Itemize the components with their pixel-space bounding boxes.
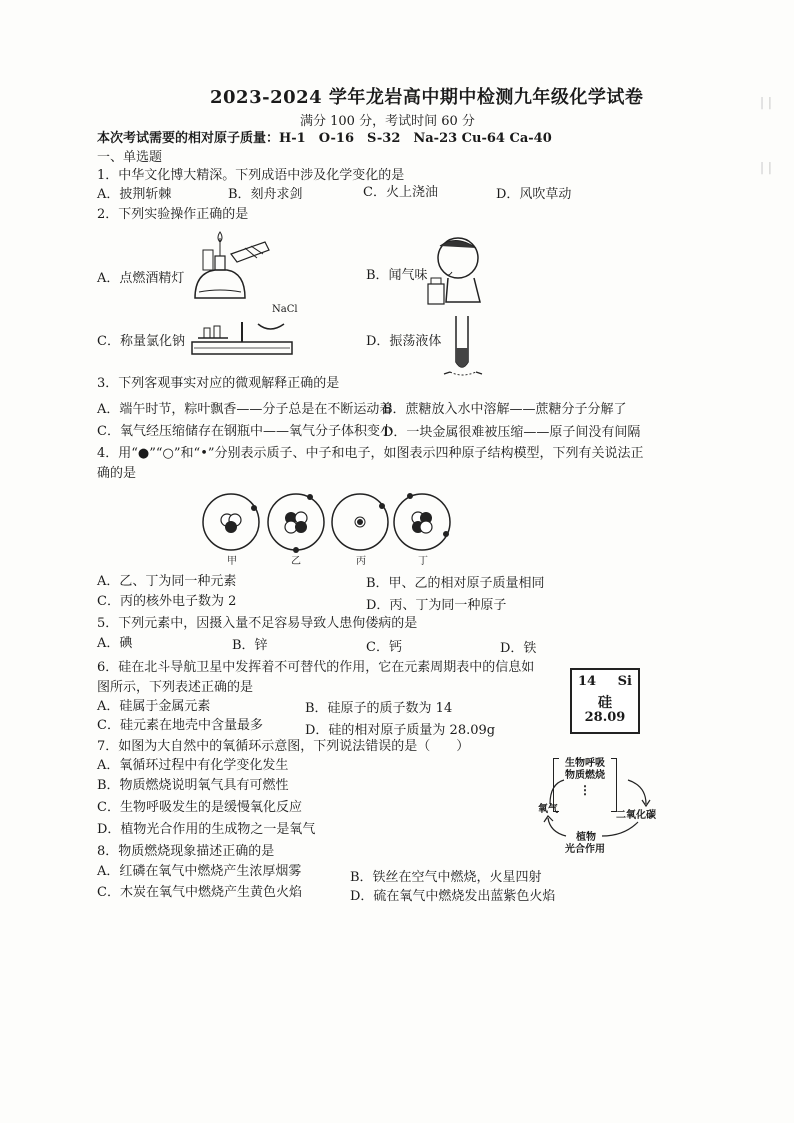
q4-stem-line1: 4．用“●”“○”和“•”分别表示质子、中子和电子，如图表示四种原子结构模型，下列有关说法正 (97, 446, 644, 461)
q8-stem: 8．物质燃烧现象描述正确的是 (97, 844, 275, 859)
q8-option-c: C．木炭在氧气中燃烧产生黄色火焰 (97, 885, 302, 900)
cycle-oxygen-label: 氧气 (538, 804, 558, 815)
cycle-co2-label: 二氧化碳 (616, 810, 656, 821)
atom-model-bing (332, 494, 388, 550)
bleed-through-text: | | (760, 95, 772, 109)
q3-option-a: A．端午时节，粽叶飘香——分子总是在不断运动着 (97, 402, 393, 417)
q6-stem-line2: 图所示，下列表述正确的是 (97, 680, 254, 695)
q3-stem: 3．下列客观事实对应的微观解释正确的是 (97, 376, 340, 391)
exam-subtitle: 满分 100 分，考试时间 60 分 (300, 114, 475, 129)
q3-option-d: D．一块金属很难被压缩——原子间没有间隔 (383, 425, 641, 440)
q2-option-b: B．闻气味 (366, 268, 428, 283)
q1-option-c: C．火上浇油 (363, 185, 438, 200)
q2-option-d: D．振荡液体 (366, 334, 442, 349)
q5-option-b: B．锌 (232, 638, 268, 653)
q4-option-a: A．乙、丁为同一种元素 (97, 574, 237, 589)
q6-option-b: B．硅原子的质子数为 14 (305, 701, 453, 716)
atom-label-jia: 甲 (227, 556, 237, 567)
cycle-plant-label: 植物 (576, 832, 596, 843)
atomic-masses: 本次考试需要的相对原子质量：H-1 O-16 S-32 Na-23 Cu-64 Ca-40 (97, 131, 552, 146)
cycle-combustion: 物质燃烧 (565, 770, 605, 781)
q7-option-d: D．植物光合作用的生成物之一是氧气 (97, 822, 316, 837)
alcohol-lamp-illustration (185, 228, 275, 306)
atom-model-ding (394, 493, 450, 550)
q5-option-d: D．铁 (500, 641, 537, 656)
element-name: 硅 (598, 695, 612, 711)
q5-stem: 5．下列元素中，因摄入量不足容易导致人患佝偻病的是 (97, 616, 418, 631)
q3-option-b: B．蔗糖放入水中溶解——蔗糖分子分解了 (383, 402, 627, 417)
element-number: 14 (578, 674, 597, 689)
q3-option-c: C．氧气经压缩储存在钢瓶中——氧气分子体积变小 (97, 424, 393, 439)
atom-label-ding: 丁 (418, 556, 428, 567)
atom-model-jia (203, 494, 259, 550)
q7-option-c: C．生物呼吸发生的是缓慢氧化反应 (97, 800, 302, 815)
q8-option-d: D．硫在氧气中燃烧发出蓝紫色火焰 (350, 889, 556, 904)
q2-stem: 2．下列实验操作正确的是 (97, 207, 249, 222)
atom-models-figure (200, 492, 460, 560)
q4-option-c: C．丙的核外电子数为 2 (97, 594, 237, 609)
cycle-consumers-box (553, 758, 617, 812)
q7-option-a: A．氧循环过程中有化学变化发生 (97, 758, 289, 773)
smelling-illustration (418, 232, 488, 310)
q1-option-d: D．风吹草动 (496, 187, 572, 202)
section-heading: 一、单选题 (97, 150, 163, 165)
q1-option-a: A．披荆斩棘 (97, 187, 172, 202)
cycle-photosynthesis-label: 光合作用 (565, 844, 605, 855)
atom-label-yi: 乙 (291, 556, 301, 567)
q8-option-b: B．铁丝在空气中燃烧，火星四射 (350, 870, 542, 885)
q6-stem-line1: 6．硅在北斗导航卫星中发挥着不可替代的作用，它在元素周期表中的信息如 (97, 660, 535, 675)
q4-option-d: D．丙、丁为同一种原子 (366, 598, 507, 613)
cycle-dots: ⋮ (579, 783, 591, 797)
q7-stem: 7．如图为大自然中的氧循环示意图，下列说法错误的是（ ） (97, 739, 470, 754)
q6-option-d: D．硅的相对原子质量为 28.09g (305, 723, 496, 738)
atom-model-yi (268, 494, 324, 553)
atom-label-bing: 丙 (356, 556, 366, 567)
q2-option-a: A．点燃酒精灯 (97, 271, 185, 286)
q2-option-c: C．称量氯化钠 (97, 334, 185, 349)
element-tile-silicon (570, 668, 640, 734)
q7-option-b: B．物质燃烧说明氧气具有可燃性 (97, 778, 289, 793)
q6-option-a: A．硅属于金属元素 (97, 699, 211, 714)
q1-option-b: B．刻舟求剑 (228, 187, 303, 202)
q1-stem: 1．中华文化博大精深。下列成语中涉及化学变化的是 (97, 168, 405, 183)
q4-option-b: B．甲、乙的相对原子质量相同 (366, 576, 545, 591)
element-symbol: Si (617, 674, 632, 689)
q5-option-a: A．碘 (97, 636, 133, 651)
cycle-respiration: 生物呼吸 (565, 758, 605, 769)
q4-stem-line2: 确的是 (97, 466, 137, 481)
q8-option-a: A．红磷在氧气中燃烧产生浓厚烟雾 (97, 864, 302, 879)
element-mass: 28.09 (584, 710, 626, 725)
q6-option-c: C．硅元素在地壳中含量最多 (97, 718, 263, 733)
exam-title: 2023-2024 学年龙岩高中期中检测九年级化学试卷 (210, 87, 644, 108)
bleed-through-text: | | (760, 160, 772, 174)
nacl-label: NaCl (272, 304, 298, 315)
bracket-right (611, 758, 617, 812)
test-tube-illustration (440, 312, 486, 380)
q5-option-c: C．钙 (366, 640, 402, 655)
